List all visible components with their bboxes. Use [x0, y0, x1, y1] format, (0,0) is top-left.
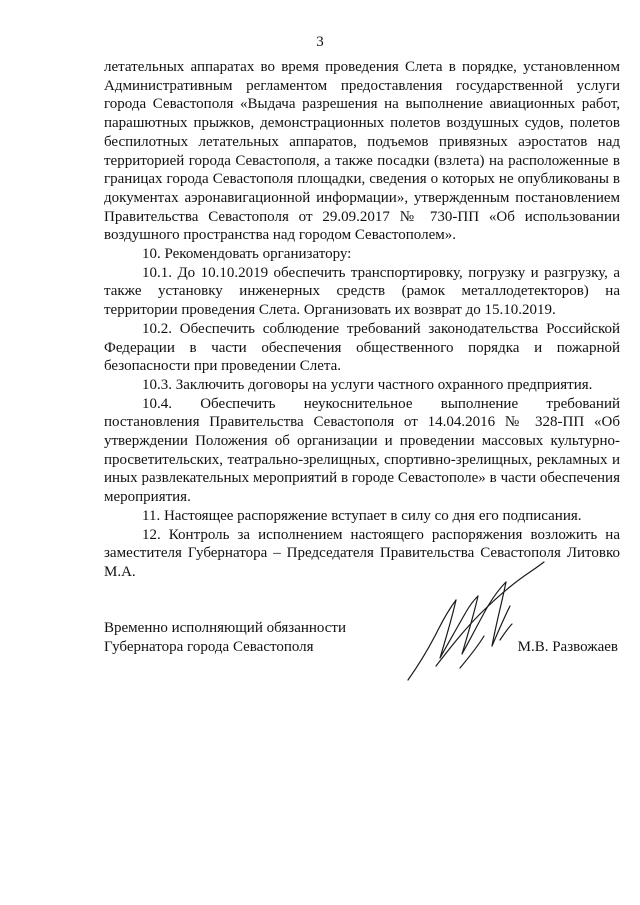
- signatory-name: М.В. Развожаев: [517, 638, 618, 655]
- signatory-title-line1: Временно исполняющий обязанности: [104, 620, 347, 636]
- handwritten-signature: [400, 548, 550, 688]
- paragraph-item-11: 11. Настоящее распоряжение вступает в силу со дня его подписания.: [142, 507, 582, 524]
- paragraph-item-10-1: 10.1. До 10.10.2019 обеспечить транспортировку, погрузку и разгрузку, а также установку инженерных средств (рамок металлодетекторов) на территории проведения Слета. Организовать их возврат до 15.10.2019.: [104, 264, 620, 319]
- paragraph-item-10-3: 10.3. Заключить договоры на услуги частного охранного предприятия.: [142, 376, 593, 393]
- paragraph-item-10-4: 10.4. Обеспечить неукоснительное выполнение требований постановления Правительства Севастополя от 14.04.2016 № 328-ПП «Об утверждении Положения об организации и проведении массовых культурно-просветительских, театрально-зрелищных, спортивно-зрелищных, рекламных и иных развлекательных мероприятий в городе Севастополе» в части обеспечения мероприятия.: [104, 395, 620, 506]
- signatory-title-line2: Губернатора города Севастополя: [104, 638, 314, 655]
- paragraph-item-10-2: 10.2. Обеспечить соблюдение требований законодательства Российской Федерации в части обеспечения общественного порядка и пожарной безопасности при проведении Слета.: [104, 320, 620, 375]
- paragraph-item-12: 12. Контроль за исполнением настоящего распоряжения возложить на заместителя Губернатора – Председателя Правительства Севастополя Литовко М.А.: [104, 526, 620, 580]
- paragraph-continuation: летательных аппаратах во время проведения Слета в порядке, установленном Административным регламентом предоставления государственной услуги города Севастополя «Выдача разрешения на выполнение авиационных работ, парашютных прыжков, демонстрационных полетов воздушных судов, полетов беспилотных летательных аппаратов, подъемов привязных аэростатов над территорией города Севастополя, а также посадки (взлета) на расположенные в границах города Севастополя площадки, сведения о которых не опубликованы в документах аэронавигационной информации», утвержденным постановлением Правительства Севастополя от 29.09.2017 № 730-ПП «Об использовании воздушного пространства над городом Севастополем».: [104, 59, 620, 244]
- document-body: [104, 58, 620, 582]
- page-number: 3: [316, 34, 324, 50]
- paragraph-item-10: 10. Рекомендовать организатору:: [142, 246, 352, 263]
